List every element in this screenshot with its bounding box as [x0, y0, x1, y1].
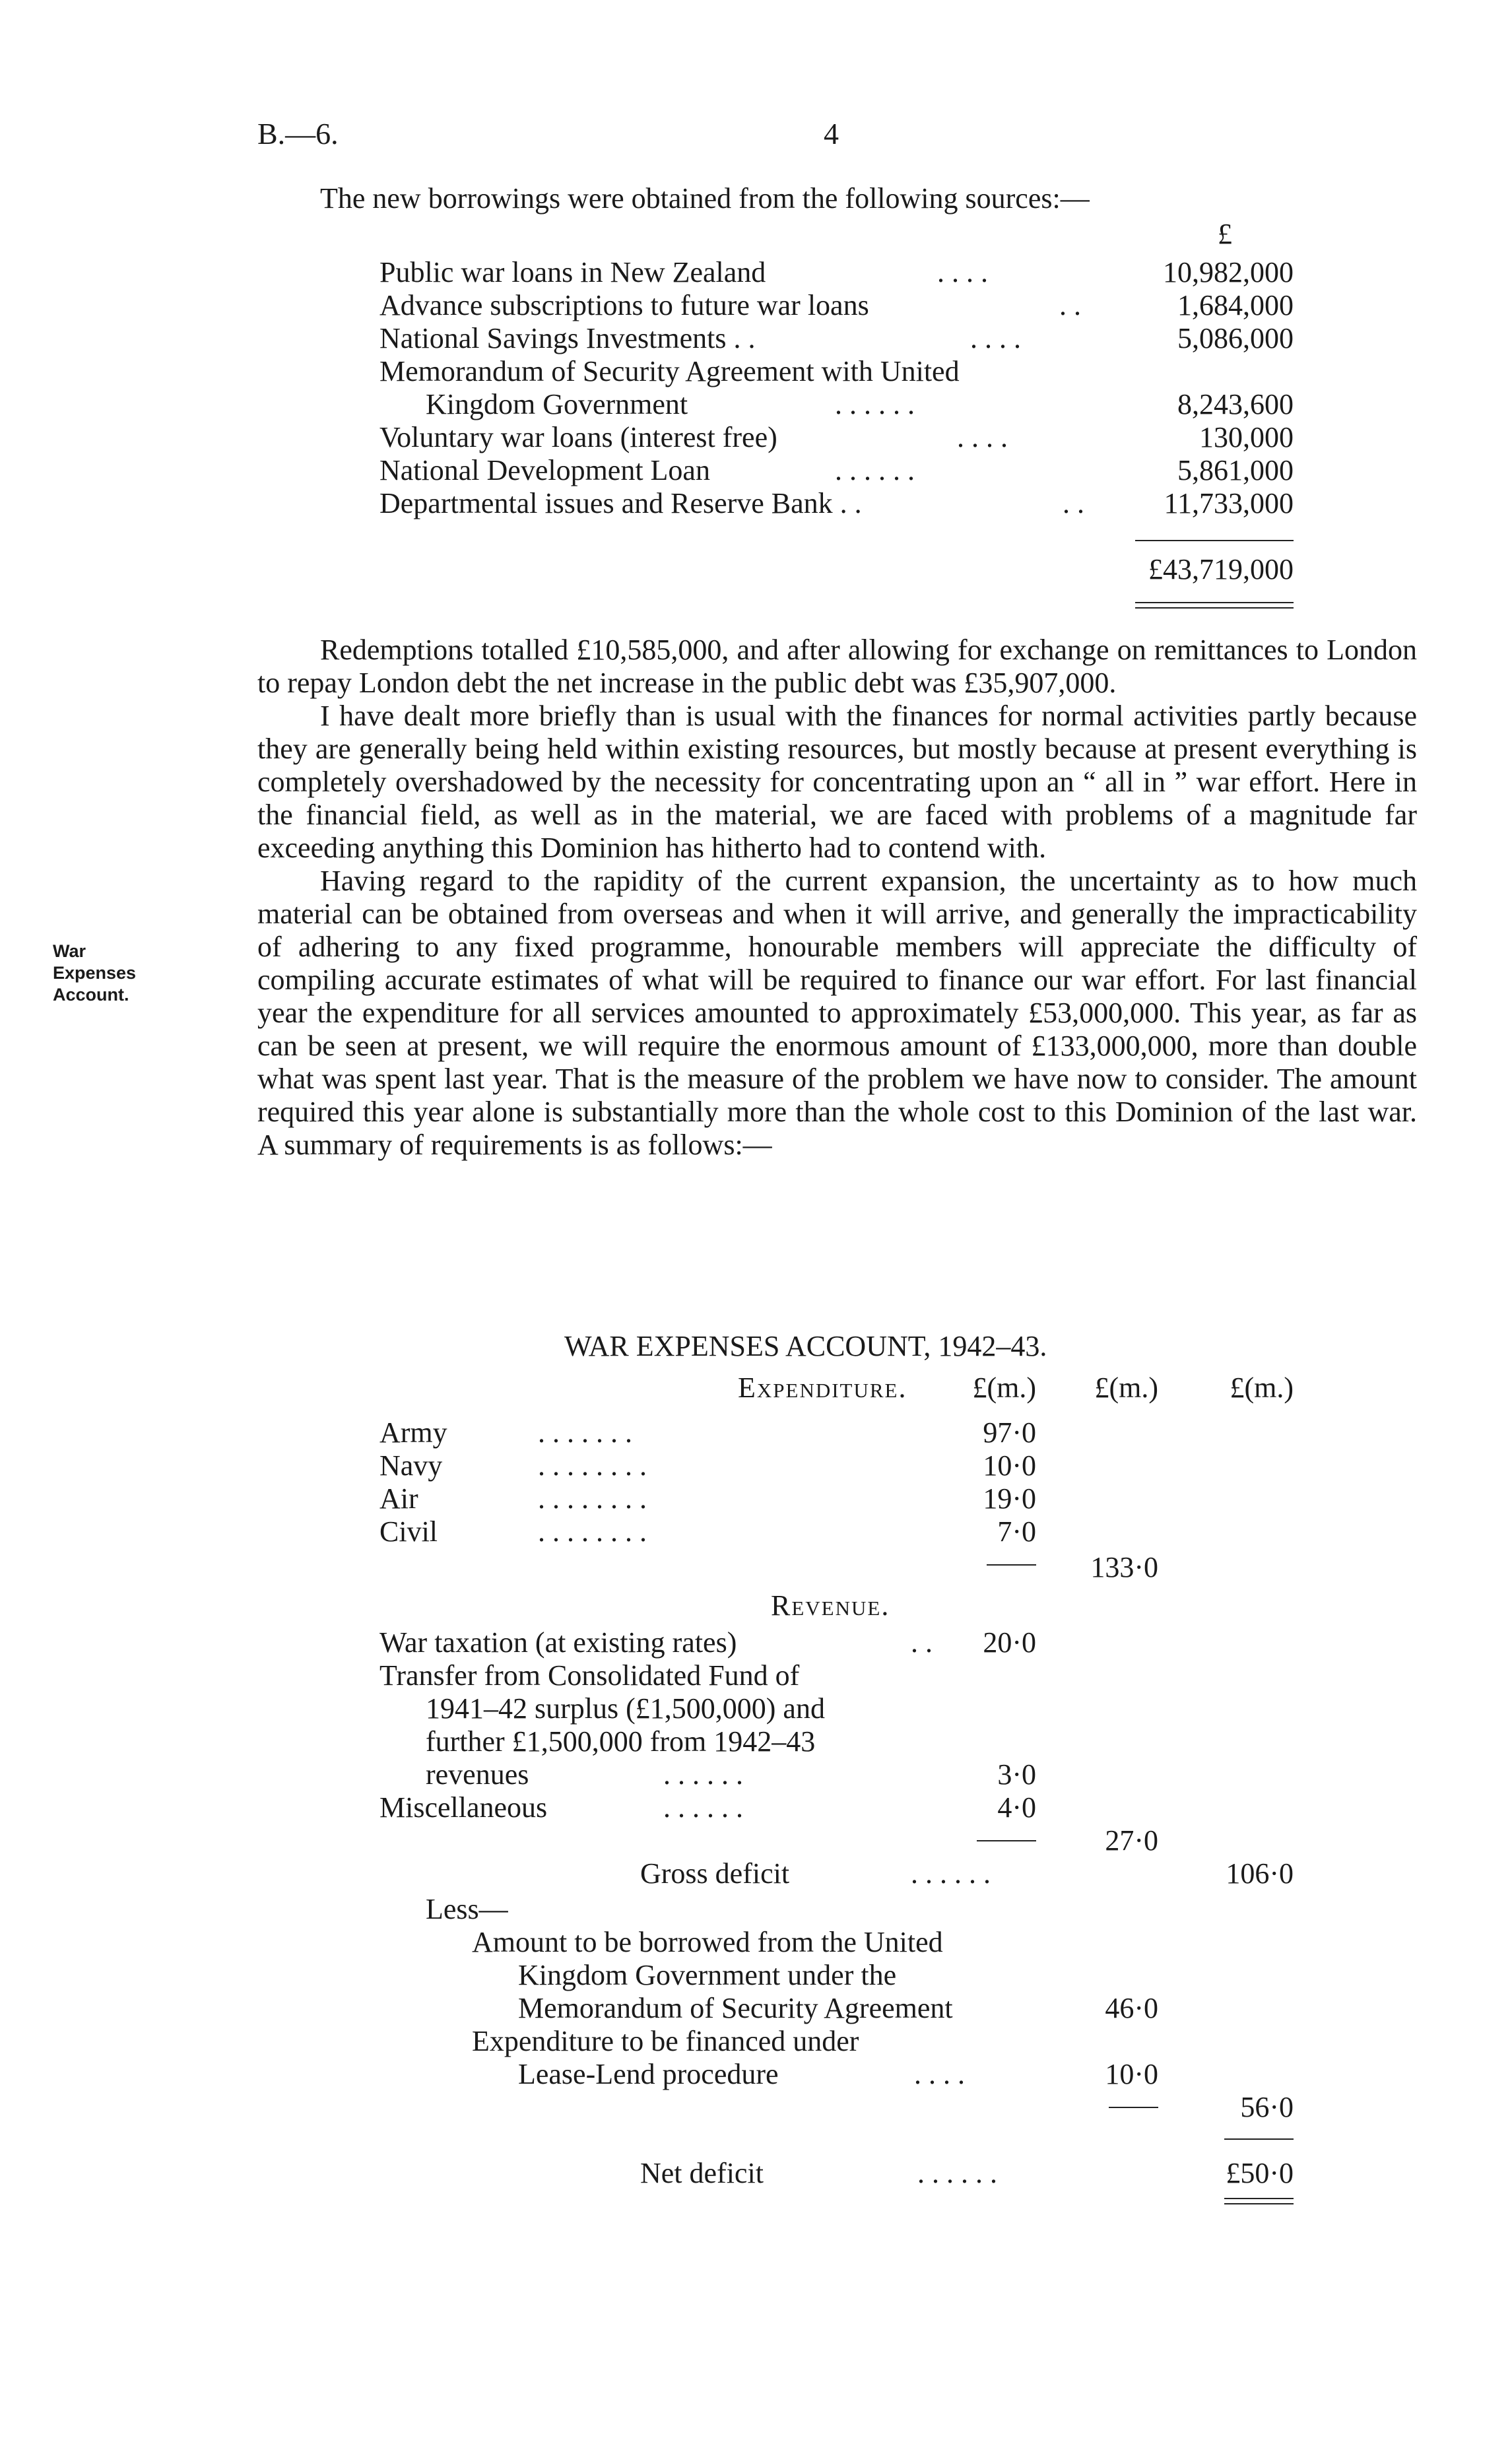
revenue-total: 27·0: [1105, 1824, 1158, 1857]
less-item-value: 46·0: [1105, 1992, 1158, 2024]
revenue-value: 20·0: [983, 1626, 1036, 1659]
leader-dots: . . . .: [937, 256, 988, 288]
side-note-line: Expenses: [53, 963, 137, 983]
side-note-line: War: [53, 941, 86, 961]
borrowing-value: 10,982,000: [1163, 256, 1294, 288]
expenditure-label: Army: [379, 1416, 447, 1449]
pound-unit: £: [1218, 218, 1232, 250]
borrowing-label: Memorandum of Security Agreement with United: [379, 355, 960, 387]
total-double-rule-bottom: [1135, 607, 1294, 609]
expenditure-value: 97·0: [983, 1416, 1036, 1449]
gross-deficit-value: 106·0: [1226, 1857, 1294, 1890]
less-item-label: Lease-Lend procedure: [518, 2058, 779, 2090]
less-total: 56·0: [1240, 2091, 1294, 2123]
borrowing-label: National Savings Investments . .: [379, 322, 756, 354]
leader-dots: . . . . . .: [663, 1791, 743, 1824]
leader-dots: . .: [1063, 487, 1084, 519]
expenditure-label: Navy: [379, 1449, 443, 1482]
expenditure-heading: Expenditure.: [738, 1372, 907, 1404]
gross-deficit-label: Gross deficit: [640, 1857, 790, 1890]
leader-dots: . . . .: [957, 421, 1008, 453]
expenditure-rule: [987, 1564, 1036, 1566]
leader-dots: . . . . . .: [835, 388, 915, 420]
page-number: 4: [824, 117, 839, 150]
paragraph-finances: I have dealt more briefly than is usual with the finances for normal activities partly because they are generally being held within existing resources, but mostly because at present everything is completely overshadowed by the necessity for concentrating upon an “ all in ” war effort. Here in the financial field, as well as in the material, we are faced with problems of a magnitude far exceeding anything this Dominion has hitherto had to contend with.: [257, 700, 1417, 864]
expenditure-value: 19·0: [983, 1482, 1036, 1515]
leader-dots: . . . . . . . .: [538, 1515, 647, 1548]
subtotal-rule: [1135, 540, 1294, 541]
borrowing-label: Advance subscriptions to future war loans: [379, 289, 869, 321]
leader-dots: . . . . . .: [911, 1857, 991, 1890]
leader-dots: . . . . . . .: [538, 1416, 632, 1449]
net-deficit-value: £50·0: [1226, 2157, 1294, 2189]
revenue-label: Miscellaneous: [379, 1791, 548, 1824]
less-item-label: Memorandum of Security Agreement: [518, 1992, 953, 2024]
side-note-war-expenses: [53, 941, 136, 1006]
revenue-label: 1941–42 surplus (£1,500,000) and: [426, 1692, 825, 1725]
borrowing-label: Voluntary war loans (interest free): [379, 421, 777, 453]
borrowing-value: 1,684,000: [1177, 289, 1294, 321]
revenue-value: 3·0: [997, 1758, 1036, 1791]
borrowing-label: Public war loans in New Zealand: [379, 256, 766, 288]
revenue-value: 4·0: [997, 1791, 1036, 1824]
borrowings-total: £43,719,000: [1148, 553, 1294, 585]
less-item-value: 10·0: [1105, 2058, 1158, 2090]
less-rule: [1109, 2107, 1158, 2108]
expenditure-value: 7·0: [997, 1515, 1036, 1548]
leader-dots: . . . . . .: [835, 454, 915, 486]
revenue-label: revenues: [426, 1758, 529, 1791]
column-header-1: £(m.): [972, 1372, 1036, 1404]
leader-dots: . .: [911, 1626, 933, 1659]
borrowing-label: Departmental issues and Reserve Bank . .: [379, 487, 862, 519]
body-text: [257, 634, 1417, 1162]
less-item-label: Amount to be borrowed from the United: [472, 1926, 943, 1958]
side-note-line: Account.: [53, 985, 129, 1005]
paragraph-war-expenses: Having regard to the rapidity of the current expansion, the uncertainty as to how much material can be obtained from overseas and when it will arrive, and generally the impracticability of adhering to any fixed programme, honourable members will appreciate the difficulty of compiling accurate estimates of what will be required to finance our war effort. For last financial year the expenditure for all services amounted to approximately £53,000,000. This year, as far as can be seen at present, we will require the enormous amount of £133,000,000, more than double what was spent last year. That is the measure of the problem we have now to consider. The amount required this year alone is substantially more than the whole cost to this Dominion of the last war. A summary of requirements is as follows:—: [257, 865, 1417, 1161]
leader-dots: . . . .: [970, 322, 1021, 354]
war-account-title: WAR EXPENSES ACCOUNT, 1942–43.: [564, 1330, 1047, 1362]
column-header-2: £(m.): [1094, 1372, 1158, 1404]
leader-dots: . . . .: [914, 2058, 965, 2090]
revenue-heading: Revenue.: [771, 1589, 890, 1622]
leader-dots: . . . . . . . .: [538, 1482, 647, 1515]
expenditure-label: Civil: [379, 1515, 438, 1548]
less-label: Less—: [426, 1893, 508, 1925]
paragraph-redemptions: Redemptions totalled £10,585,000, and after allowing for exchange on remittances to London to repay London debt the net increase in the public debt was £35,907,000.: [257, 634, 1417, 699]
borrowing-label: Kingdom Government: [426, 388, 688, 420]
net-deficit-double-rule-bottom: [1224, 2203, 1294, 2204]
leader-dots: . .: [1059, 289, 1081, 321]
revenue-rule: [977, 1840, 1036, 1841]
leader-dots: . . . . . . . .: [538, 1449, 647, 1482]
leader-dots: . . . . . .: [663, 1758, 743, 1791]
borrowing-label: National Development Loan: [379, 454, 710, 486]
less-item-label: Expenditure to be financed under: [472, 2025, 859, 2057]
net-deficit-double-rule-top: [1224, 2198, 1294, 2199]
borrowings-intro: The new borrowings were obtained from the following sources:—: [320, 182, 1090, 215]
borrowing-value: 5,086,000: [1177, 322, 1294, 354]
revenue-label: Transfer from Consolidated Fund of: [379, 1659, 800, 1692]
revenue-label: further £1,500,000 from 1942–43: [426, 1725, 816, 1758]
total-double-rule-top: [1135, 602, 1294, 603]
borrowing-value: 130,000: [1199, 421, 1294, 453]
revenue-label: War taxation (at existing rates): [379, 1626, 737, 1659]
borrowing-value: 8,243,600: [1177, 388, 1294, 420]
expenditure-total: 133·0: [1090, 1551, 1158, 1583]
column-header-3: £(m.): [1230, 1372, 1294, 1404]
expenditure-value: 10·0: [983, 1449, 1036, 1482]
leader-dots: . . . . . .: [917, 2157, 997, 2189]
borrowing-value: 5,861,000: [1177, 454, 1294, 486]
net-deficit-label: Net deficit: [640, 2157, 764, 2189]
document-reference: B.—6.: [257, 117, 339, 150]
less-item-label: Kingdom Government under the: [518, 1959, 897, 1991]
borrowing-value: 11,733,000: [1164, 487, 1294, 519]
expenditure-label: Air: [379, 1482, 418, 1515]
net-deficit-rule: [1224, 2138, 1294, 2140]
